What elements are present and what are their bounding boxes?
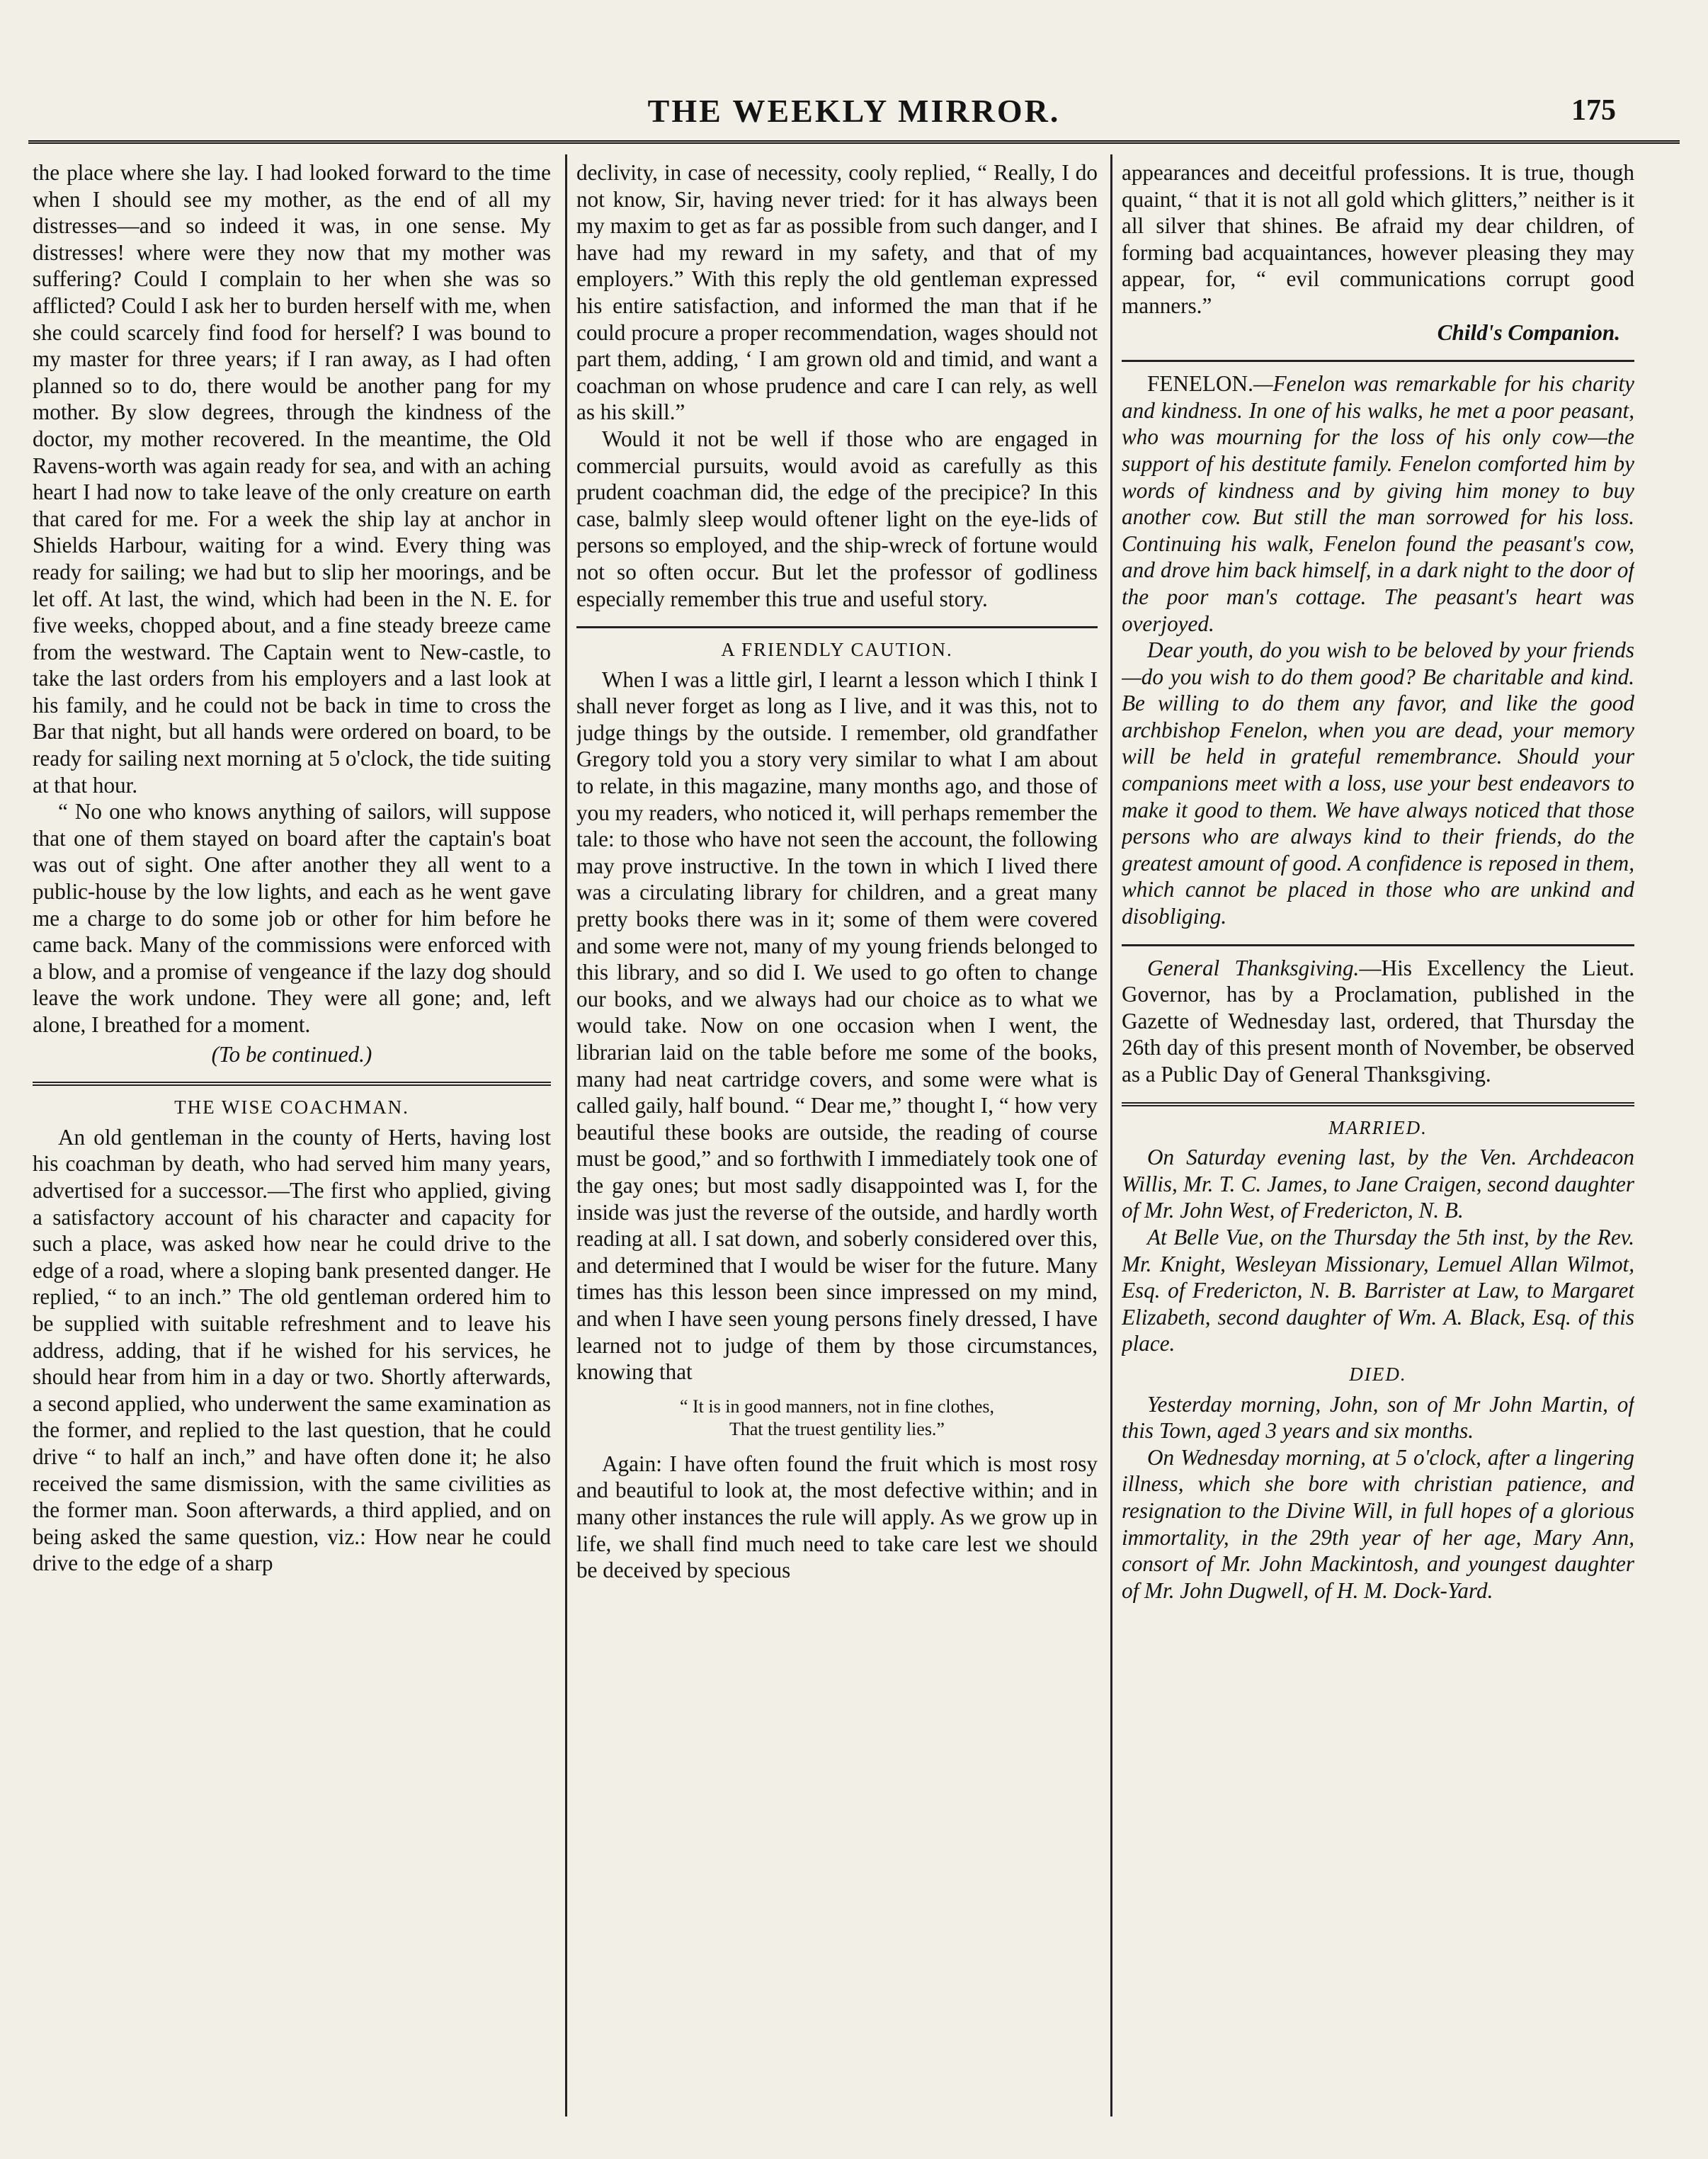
column-1 (33, 159, 551, 2116)
article-separator (1122, 1102, 1634, 1106)
page-number: 175 (1571, 94, 1616, 127)
fenelon-paragraph (1122, 370, 1634, 637)
died-heading: DIED. (1349, 1363, 1407, 1385)
article-signature: Child's Companion. (1437, 319, 1620, 345)
died-notice-1: Yesterday morning, John, son of Mr John Martin, of this Town, aged 3 years and six months. (1122, 1391, 1634, 1444)
coachman-continuation: declivity, in case of necessity, cooly replied, “ Really, I do not know, Sir, having never tried: for it has always been my maxim to get as far as possible from such danger, and I have had my reward in my safety, and that of my employers.” With this reply the old gentleman expressed his entire satisfaction, and informed the man that if he could procure a proper recommendation, wages should not part them, adding, ‘ I am grown old and timid, and want a coachman on whose prudence and care I can rely, as well as his skill.” (576, 160, 1098, 425)
verse-line-2: That the truest gentility lies.” (729, 1418, 945, 1439)
column-divider-2 (1110, 154, 1112, 2116)
column-divider-1 (565, 154, 567, 2116)
caution-heading: A FRIENDLY CAUTION. (721, 639, 953, 661)
serial-paragraph-2: “ No one who knows anything of sailors, will suppose that one of them stayed on board after the captain's boat was out of sight. One after another they all went to a public-house by the low lights, and each as he went gave me a charge to do some job or other for him before he came back. Many of the commissions were enforced with a blow, and a promise of vengeance if the lazy dog should leave the work undone. They were all gone; and, left alone, I breathed for a moment. (33, 799, 551, 1037)
caution-ending: Again: I have often found the fruit which is most rosy and beautiful to look at, the most defective within; and in many other instances the rule will apply. As we grow up in life, we shall find much need to take care lest we should be deceived by specious (576, 1451, 1098, 1583)
fenelon-text: —Fenelon was remarkable for his charity and kindness. In one of his walks, he met a poor peasant, who was mourning for the loss of his only cow—the support of his destitute family. Fenelon comforted him by words of kindness and by giving him money to buy another cow. But still the man sorrowed for his loss. Continuing his walk, Fenelon found the peasant's cow, and drove him back himself, in a dark night to the door of the poor man's cottage. The peasant's heart was overjoyed. (1122, 371, 1634, 636)
column-2 (576, 159, 1098, 2116)
page-title: THE WEEKLY MIRROR. (647, 93, 1061, 129)
died-notice-2: On Wednesday morning, at 5 o'clock, after a lingering illness, which she bore with christian patience, and resignation to the Divine Will, in full hopes of a glorious immortality, in the 29th year of her age, Mary Ann, consort of Mr. John Mackintosh, and youngest daughter of Mr. John Dugwell, of H. M. Dock-Yard. (1122, 1444, 1634, 1603)
column-3 (1122, 159, 1634, 2116)
caution-paragraph: When I was a little girl, I learnt a lesson which I think I shall never forget as long as I live, and it was this, not to judge things by the outside. I remember, old grandfather Gregory told you a story very similar to what I am about to relate, in this magazine, many months ago, and those of you my readers, who noticed it, will perhaps remember the tale: to those who have not seen the account, the following may prove instructive. In the town in which I lived there was a circulating library for children, and a great many pretty books there was in it; some of them were covered and some were not, many of my young friends belonged to this library, and so did I. We used to go often to change our books, and we always had our choice as to what we would take. Now on one occasion when I went, the librarian laid on the table before me some of the books, many had neat cartridge covers, and some were what is called gaily, half bound. “ Dear me,” thought I, “ how very beautiful these books are outside, the reading of course must be good,” and so forthwith I immediately took one of the gay ones; but most sadly disappointed was I, for the inside was just the reverse of the outside, and hardly worth reading at all. I sat down, and soberly considered over this, and determined that I would be wiser for the future. Many times has this lesson been since impressed on my mind, and when I have seen young persons finely dressed, I have learned not to judge of them by those circumstances, knowing that (576, 667, 1098, 1385)
thanksgiving-text: —His Excellency the Lieut. Governor, has by a Proclamation, published in the Gazette of Wednesday last, ordered, that Thursday the 26th day of this present month of November, be observed as a Public Day of General Thanksgiving. (1122, 955, 1634, 1087)
fenelon-moral: Dear youth, do you wish to be beloved by your friends—do you wish to do them good? Be charitable and kind. Be willing to do them any favor, and like the good archbishop Fenelon, when you are dead, your memory will be held in grateful remembrance. Should your companions meet with a loss, use your best endeavors to make it good to them. We have always noticed that those persons who are always kind to their friends, do the greatest amount of good. A confidence is reposed in them, which cannot be placed in those who are unkind and disobliging. (1122, 638, 1634, 929)
article-separator (1122, 944, 1634, 946)
serial-paragraph-1: the place where she lay. I had looked forward to the time when I should see my mother, as the end of all my distresses—and so indeed it was, in one sense. My distresses! where were they now that my mother was suffering? Could I complain to her when she was so afflicted? Could I ask her to burden herself with me, when she could scarcely find food for herself? I was bound to my master for three years; if I ran away, as I had often planned so to do, there would be another pang for my mother. By slow degrees, through the kindness of the doctor, my mother recovered. In the meantime, the Old Ravens-worth was again ready for sea, and with an aching heart I had now to take leave of the only creature on earth that cared for me. For a week the ship lay at anchor in Shields Harbour, waiting for a wind. Every thing was ready for sailing; we had but to slip her moorings, and be let off. At last, the wind, which had been in the N. E. for five weeks, chopped about, and a fine steady breeze came from the westward. The Captain went to New-castle, to take the last orders from his employers and a last look at his family, and he could not be back in time to cross the Bar that night, but all hands were ordered on board, to be ready for sailing next morning at 5 o'clock, the tide suiting at that hour. (33, 160, 551, 798)
article-separator (576, 626, 1098, 628)
coachman-paragraph: An old gentleman in the county of Herts, having lost his coachman by death, who had served him many years, advertised for a successor.—The first who applied, giving a satisfactory account of his character and capacity for such a place, was asked how near he could drive to the edge of a road, where a sloping bank presented danger. He replied, “ to an inch.” The old gentleman ordered him to be supplied with suitable refreshment and to leave his address, adding, that if he wished for his services, he should hear from him in a day or two. Shortly afterwards, a second applied, who underwent the same examination as the former, and replied to the last question, that he could drive “ to half an inch,” and have often done it; he also received the same dismission, with the same civilities as the former man. Soon afterwards, a third applied, and on being asked the same question, viz.: How near he could drive to the edge of a sharp (33, 1124, 551, 1576)
fenelon-lead: FENELON. (1147, 371, 1253, 397)
coachman-moral: Would it not be well if those who are engaged in commercial pursuits, would avoid as carefully as this prudent coachman did, the edge of the precipice? In this case, balmly sleep would oftener light on the eye-lids of persons so employed, and the ship-wreck of fortune would not so often occur. But let the professor of godliness especially remember this true and useful story. (576, 426, 1098, 611)
married-notice-2: At Belle Vue, on the Thursday the 5th inst, by the Rev. Mr. Knight, Wesleyan Missionary, Lemuel Allan Wilmot, Esq. of Fredericton, N. B. Barrister at Law, to Margaret Elizabeth, second daughter of Wm. A. Black, Esq. of this place. (1122, 1224, 1634, 1356)
caution-final: appearances and deceitful professions. It is true, though quaint, “ that it is not all gold which glitters,” neither is it all silver that shines. Be afraid my dear children, of forming bad acquaintances, however pleasing they may appear, for, “ evil communications corrupt good manners.” (1122, 160, 1634, 318)
verse-line-1: “ It is in good manners, not in fine clothes, (679, 1395, 995, 1417)
masthead-rule (28, 140, 1680, 144)
masthead (28, 92, 1680, 135)
to-be-continued: (To be continued.) (211, 1041, 372, 1067)
verse-quote (576, 1395, 1098, 1441)
article-separator (33, 1082, 551, 1086)
thanksgiving-paragraph (1122, 955, 1634, 1088)
married-heading: MARRIED. (1328, 1116, 1428, 1138)
married-notice-1: On Saturday evening last, by the Ven. Archdeacon Willis, Mr. T. C. James, to Jane Craigen, second daughter of Mr. John West, of Fredericton, N. B. (1122, 1145, 1634, 1223)
coachman-heading: THE WISE COACHMAN. (174, 1096, 409, 1118)
article-separator (1122, 360, 1634, 362)
thanksgiving-lead: General Thanksgiving. (1147, 955, 1360, 980)
